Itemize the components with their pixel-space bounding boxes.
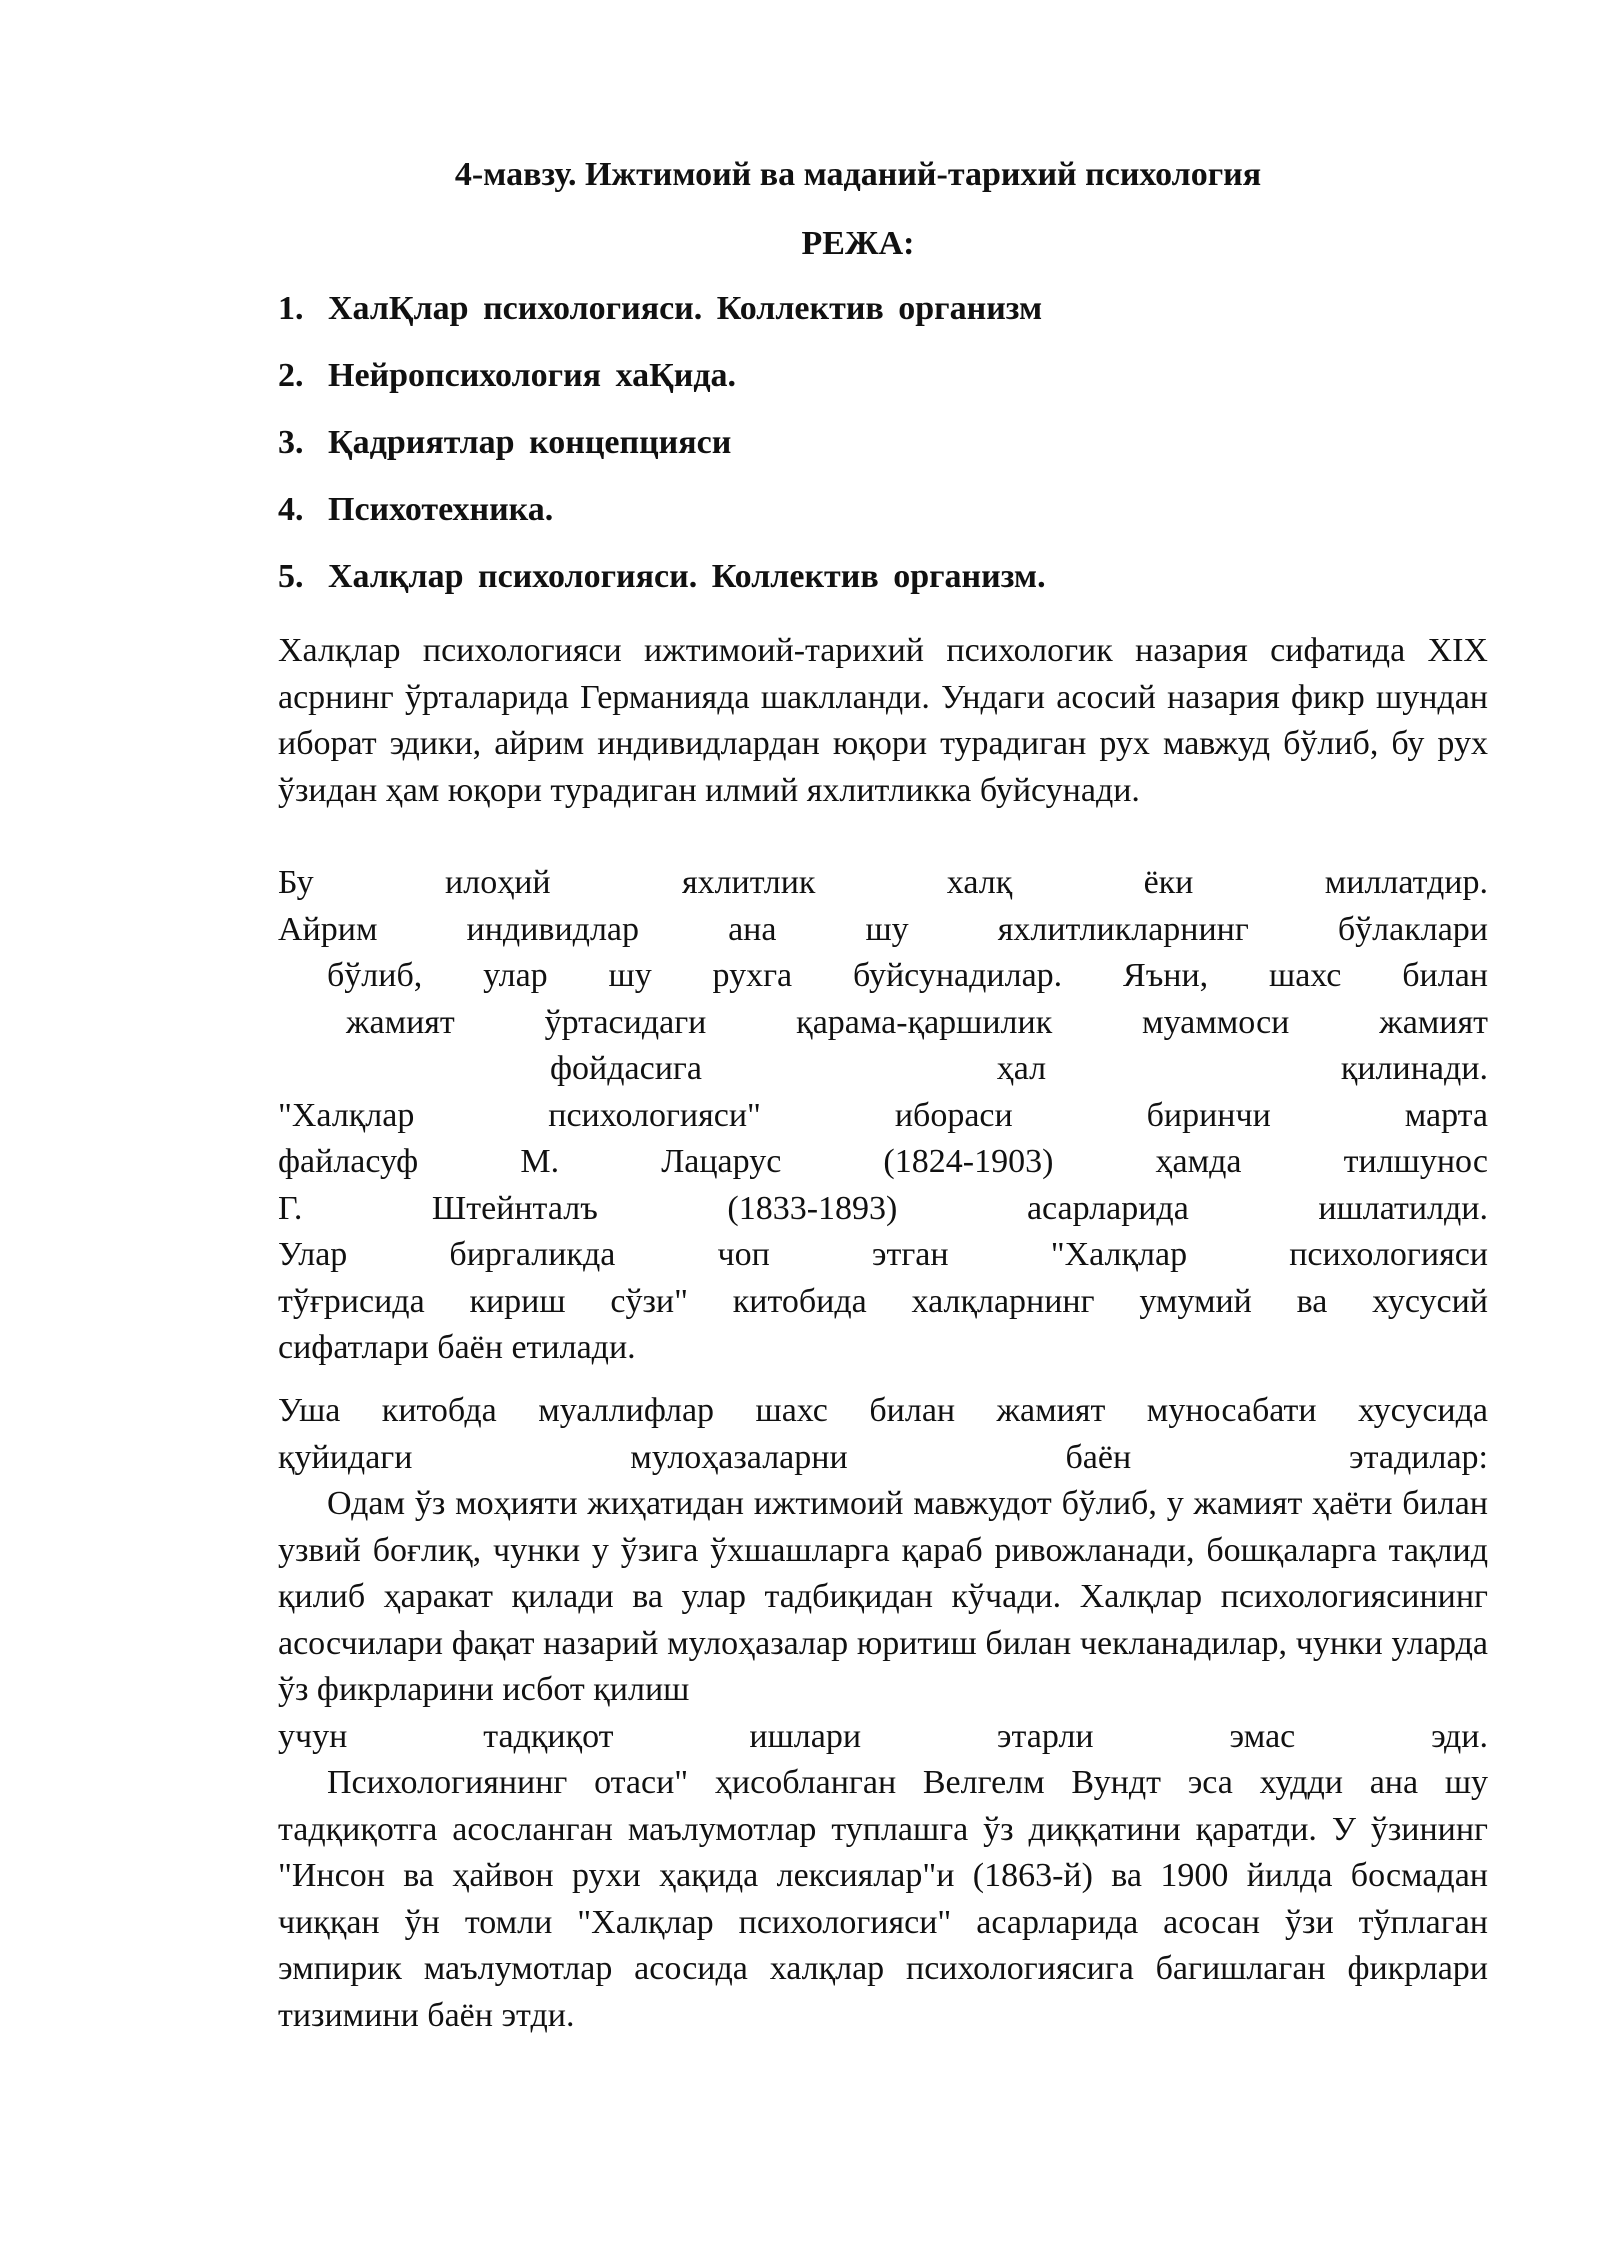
body-text-3	[278, 1388, 1488, 2039]
text-line: учун тадқиқот ишлари этарли эмас эди.	[278, 1717, 1488, 1755]
text-line: бўлиб, улар шу рухга буйсунадилар. Яъни, шахс билан	[327, 957, 1488, 994]
plan-item	[278, 554, 1046, 621]
plan-heading: РЕЖА:	[801, 225, 915, 262]
paragraph-intro: Халқлар психологияси ижтимоий-тарихий психологик назария сифатида XIX асрнинг ўрталарида Германияда шаклланди. Ундаги асосий назария фикр шундан иборат эдики, айрим индивидлардан юқори турадиган рух мавжуд бўлиб, бу рух ўзидан ҳам юқори турадиган илмий яхлитликка буйсунади.	[278, 632, 1488, 809]
text-line: Г. Штейнталъ (1833-1893) асарларида ишлатилди.	[278, 1189, 1488, 1227]
text-line: фойдасига ҳал қилинади.	[550, 1050, 1488, 1087]
text-line: Айрим индивидлар ана шу яхлитликларнинг бўлаклари	[278, 910, 1488, 948]
plan-item-text: Психотехника.	[328, 491, 554, 528]
plan-item-text: Халқлар психологияси. Коллектив организм.	[328, 558, 1046, 595]
text-line: файласуф М. Лацарус (1824-1903) ҳамда тилшунос	[278, 1143, 1488, 1180]
text-line: Бу илоҳий яхлитлик халқ ёки миллатдир.	[278, 864, 1488, 901]
plan-item-number: 5.	[278, 558, 304, 595]
text-line: Уша китобда муаллифлар шахс билан жамият муносабати хусусида	[278, 1392, 1488, 1429]
plan-item-text: Қадриятлар концепцияси	[328, 424, 732, 461]
text-line: Улар биргаликда чоп этган "Халқлар психологияси	[278, 1236, 1488, 1273]
paragraph: Одам ўз моҳияти жиҳатидан ижтимоий мавжудот бўлиб, у жамият ҳаёти билан узвий боғлиқ, чунки у ўзига ўхшашларга қараб ривожланади, бошқаларга тақлид қилиб ҳаракат қилади ва улар тадбиқидан кўчади. Халқлар психологиясининг асосчилари фақат назарий мулоҳазалар юритиш билан чекланадилар, чунки уларда ўз фикрларини исбот қилиш	[278, 1485, 1488, 1708]
plan-item-number: 3.	[278, 424, 304, 461]
plan-item	[278, 420, 1046, 487]
plan-item-text: Нейропсихология хаҚида.	[328, 357, 737, 394]
plan-item	[278, 487, 1046, 554]
text-line: қуйидаги мулоҳазаларни баён этадилар:	[278, 1438, 1488, 1476]
plan-item-number: 4.	[278, 491, 304, 528]
body-text-1	[278, 628, 1488, 814]
text-line: тўғрисида кириш сўзи" китобида халқларнинг умумий ва хусусий	[278, 1282, 1488, 1320]
plan-item-text: ХалҚлар психологияси. Коллектив организм	[328, 290, 1043, 327]
plan-item	[278, 286, 1046, 353]
plan-item-number: 1.	[278, 290, 304, 327]
plan-list	[278, 286, 1046, 621]
body-text-2	[278, 860, 1488, 1372]
paragraph: Психологиянинг отаси" ҳисобланган Велгелм Вундт эса худди ана шу тадқиқотга асосланган маълумотлар туплашга ўз диққатини қаратди. У ўзининг "Инсон ва ҳайвон рухи ҳақида лексиялар"и (1863-й) ва 1900 йилда босмадан чиққан ўн томли "Халқлар психологияси" асарларида асосан ўзи тўплаган эмпирик маълумотлар асосида халқлар психологиясига багишлаган фикрлари тизимини баён этди.	[278, 1764, 1488, 2034]
document-title: 4-мавзу. Ижтимоий ва маданий-тарихий психология	[454, 156, 1262, 193]
text-line: сифатлари баён етилади.	[278, 1329, 636, 1366]
text-line: жамият ўртасидаги қарама-қаршилик муаммоси жамият	[346, 1003, 1488, 1041]
text-line: "Халқлар психологияси" ибораси биринчи марта	[278, 1096, 1488, 1134]
plan-item-number: 2.	[278, 357, 304, 394]
plan-item	[278, 353, 1046, 420]
